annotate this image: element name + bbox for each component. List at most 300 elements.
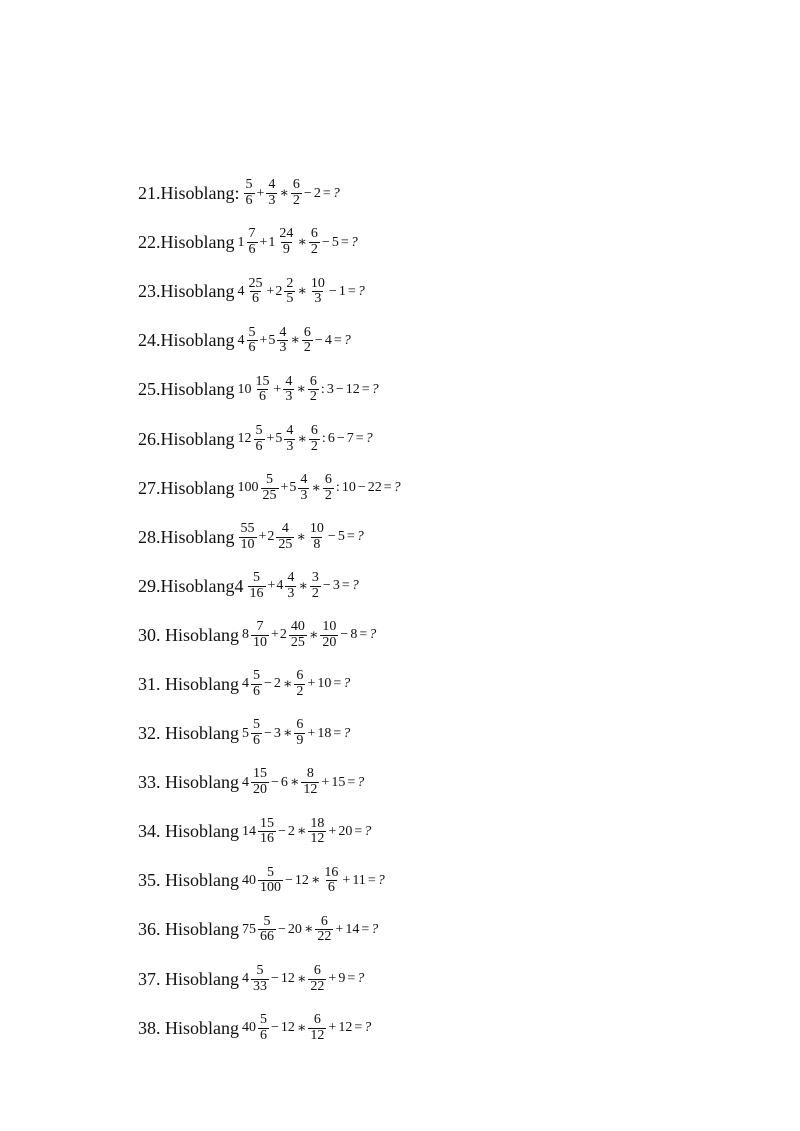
problem-instruction: Hisoblang <box>160 330 235 351</box>
denominator: 66 <box>260 929 274 945</box>
numerator: 4 <box>300 471 308 487</box>
fraction-stack <box>276 522 294 552</box>
question-mark: ? <box>371 381 379 397</box>
whole-part: 100 <box>237 480 259 496</box>
whole-part: 8 <box>242 627 249 643</box>
problem-item <box>138 365 778 414</box>
mixed-number <box>238 227 259 257</box>
operator: + <box>273 381 282 397</box>
question-mark: ? <box>343 725 351 741</box>
numerator: 6 <box>320 913 328 929</box>
fraction-stack <box>251 767 269 797</box>
fraction-stack <box>298 473 309 503</box>
fraction-stack <box>308 522 326 552</box>
numerator: 6 <box>292 177 300 193</box>
fraction <box>307 522 327 552</box>
denominator: 8 <box>313 536 321 552</box>
operator: = <box>361 921 370 937</box>
operator: = <box>333 725 342 741</box>
denominator: 6 <box>248 242 256 258</box>
operator: : <box>321 431 326 447</box>
problem-instruction: Hisoblang <box>160 968 239 989</box>
number: 20 <box>287 921 302 937</box>
numerator: 3 <box>311 570 319 586</box>
numerator: 6 <box>313 962 321 978</box>
denominator: 3 <box>268 193 276 209</box>
operator: = <box>340 234 349 250</box>
numerator: 40 <box>290 619 305 635</box>
mixed-number <box>238 375 273 405</box>
problem-item <box>138 611 778 660</box>
whole-part: 14 <box>242 823 256 839</box>
operator: + <box>307 725 316 741</box>
problem-label <box>138 379 235 400</box>
mixed-number <box>276 571 297 601</box>
math-expression <box>238 522 364 552</box>
numerator: 4 <box>287 570 295 586</box>
operator: + <box>321 774 330 790</box>
number: 14 <box>345 921 360 937</box>
fraction-stack <box>266 178 277 208</box>
denominator: 22 <box>317 929 332 945</box>
mixed-number <box>242 1013 270 1043</box>
fraction-stack <box>308 964 326 994</box>
fraction-stack <box>277 326 288 356</box>
mixed-number <box>238 326 259 356</box>
numerator: 4 <box>268 177 276 193</box>
problem-item <box>138 464 778 513</box>
denominator: 6 <box>327 880 335 896</box>
numerator: 5 <box>260 1011 267 1027</box>
fraction-stack <box>251 620 269 650</box>
fraction <box>307 964 327 994</box>
fraction-stack <box>309 424 320 454</box>
problem-list <box>138 169 778 1053</box>
mixed-number <box>238 473 280 503</box>
math-expression <box>243 178 340 208</box>
fraction <box>307 375 320 405</box>
fraction-stack <box>244 178 255 208</box>
problem-instruction: Hisoblang <box>160 477 235 498</box>
whole-part: 5 <box>242 725 249 741</box>
math-expression <box>238 227 358 257</box>
problem-label <box>138 969 239 990</box>
number: 1 <box>338 283 346 299</box>
operator: − <box>278 823 286 839</box>
fraction-stack <box>247 277 265 307</box>
number: 22 <box>367 480 382 496</box>
problem-instruction: Hisoblang <box>160 281 235 302</box>
fraction-stack <box>251 718 262 748</box>
fraction-stack <box>258 817 276 847</box>
problem-instruction: Hisoblang <box>160 526 235 547</box>
denominator: 3 <box>286 438 294 454</box>
mixed-number <box>268 227 296 257</box>
operator: ∗ <box>296 382 306 398</box>
denominator: 6 <box>259 389 266 405</box>
numerator: 10 <box>310 275 325 291</box>
question-mark: ? <box>393 480 401 496</box>
mixed-number <box>267 522 295 552</box>
operator: − <box>271 774 279 790</box>
operator: = <box>367 872 376 888</box>
fraction-stack <box>291 178 302 208</box>
whole-part: 4 <box>242 971 249 987</box>
denominator: 3 <box>314 291 322 307</box>
problem-number: 38. <box>138 1017 161 1038</box>
question-mark: ? <box>364 823 372 839</box>
problem-label <box>138 723 239 744</box>
fraction-stack <box>261 473 279 503</box>
problem-label <box>138 330 235 351</box>
operator: ∗ <box>279 186 289 202</box>
numerator: 2 <box>286 275 294 291</box>
mixed-number <box>275 424 296 454</box>
operator: + <box>259 234 268 250</box>
problem-item <box>138 905 778 954</box>
mixed-number <box>242 620 270 650</box>
numerator: 7 <box>248 226 256 242</box>
fraction-stack <box>289 620 307 650</box>
fraction-stack <box>323 473 334 503</box>
fraction <box>282 375 295 405</box>
number: 5 <box>331 234 339 250</box>
operator: − <box>321 234 330 250</box>
denominator: 6 <box>253 733 260 749</box>
question-mark: ? <box>357 774 365 790</box>
denominator: 16 <box>249 585 264 601</box>
operator: ∗ <box>311 480 321 496</box>
operator: − <box>340 627 349 643</box>
whole-part: 4 <box>242 774 249 790</box>
problem-number: 30. <box>138 624 161 645</box>
denominator: 6 <box>253 683 260 699</box>
fraction-stack <box>302 326 313 356</box>
operator: = <box>347 971 356 987</box>
mixed-number <box>242 964 270 994</box>
denominator: 2 <box>324 487 332 503</box>
question-mark: ? <box>351 578 359 594</box>
problem-label <box>138 674 239 695</box>
numerator: 6 <box>309 373 317 389</box>
fraction-stack <box>254 424 265 454</box>
fraction-stack <box>251 964 269 994</box>
fraction-stack <box>308 375 319 405</box>
fraction <box>307 1013 327 1043</box>
problem-instruction: Hisoblang: <box>160 183 240 204</box>
numerator: 4 <box>281 521 289 537</box>
problem-label <box>138 919 239 940</box>
fraction <box>265 178 278 208</box>
math-expression <box>242 767 364 797</box>
denominator: 25 <box>278 536 293 552</box>
denominator: 20 <box>253 782 267 798</box>
fraction-stack <box>309 227 320 257</box>
fraction-stack <box>258 1013 269 1043</box>
numerator: 5 <box>267 864 274 880</box>
problem-item <box>138 316 778 365</box>
operator: = <box>354 1020 363 1036</box>
fraction-stack <box>294 669 305 699</box>
number: 10 <box>341 480 356 496</box>
fraction-stack <box>239 522 257 552</box>
denominator: 25 <box>290 634 305 650</box>
problem-instruction: Hisoblang <box>160 870 239 891</box>
operator: + <box>328 971 337 987</box>
operator: = <box>333 332 342 348</box>
whole-part: 2 <box>267 529 275 545</box>
whole-part: 4 <box>237 283 245 299</box>
problem-number: 35. <box>138 870 161 891</box>
fraction <box>308 424 321 454</box>
operator: ∗ <box>297 431 307 447</box>
denominator: 33 <box>253 978 267 994</box>
fraction <box>238 522 258 552</box>
operator: ∗ <box>296 529 306 545</box>
denominator: 2 <box>310 438 318 454</box>
numerator: 5 <box>256 962 264 978</box>
problem-item <box>138 856 778 905</box>
fraction-stack <box>247 326 258 356</box>
operator: ∗ <box>298 578 308 594</box>
problem-label <box>138 281 235 302</box>
operator: + <box>335 921 344 937</box>
number: 2 <box>273 676 281 692</box>
fraction-stack <box>308 817 326 847</box>
mixed-number <box>242 718 263 748</box>
denominator: 6 <box>248 340 256 356</box>
operator: − <box>264 676 272 692</box>
numerator: 5 <box>248 324 256 340</box>
operator: + <box>259 332 268 348</box>
problem-item <box>138 758 778 807</box>
problem-item <box>138 709 778 758</box>
mixed-number <box>242 817 277 847</box>
fraction-stack <box>258 915 276 945</box>
fraction-stack <box>283 375 294 405</box>
denominator: 12 <box>310 831 325 847</box>
fraction <box>321 866 341 896</box>
number: 8 <box>350 627 358 643</box>
problem-item <box>138 807 778 856</box>
operator: − <box>303 185 312 201</box>
denominator: 9 <box>282 242 290 258</box>
problem-number: 33. <box>138 772 161 793</box>
question-mark: ? <box>332 185 340 201</box>
problem-number: 27. <box>138 477 161 498</box>
number: 2 <box>287 823 295 839</box>
numerator: 6 <box>296 668 304 684</box>
problem-instruction: Hisoblang <box>160 919 239 940</box>
fraction <box>243 178 256 208</box>
operator: + <box>328 823 337 839</box>
numerator: 5 <box>253 668 260 684</box>
numerator: 4 <box>286 422 294 438</box>
denominator: 9 <box>296 733 304 749</box>
number: 7 <box>346 431 354 447</box>
problem-number: 34. <box>138 821 161 842</box>
numerator: 5 <box>255 422 263 438</box>
problem-item <box>138 218 778 267</box>
operator: = <box>322 185 331 201</box>
mixed-number <box>268 326 289 356</box>
denominator: 10 <box>253 634 267 650</box>
math-expression <box>242 817 371 847</box>
denominator: 2 <box>292 193 300 209</box>
math-expression <box>242 866 385 896</box>
operator: : <box>320 381 325 397</box>
mixed-number <box>238 424 266 454</box>
whole-part: 10 <box>237 381 252 397</box>
denominator: 22 <box>310 978 325 994</box>
whole-part: 12 <box>237 431 252 447</box>
denominator: 6 <box>252 291 259 307</box>
fraction-stack <box>320 620 338 650</box>
denominator: 6 <box>245 193 253 209</box>
operator: ∗ <box>289 775 300 791</box>
operator: + <box>328 1020 337 1036</box>
number: 3 <box>326 381 334 397</box>
math-expression <box>238 326 351 356</box>
question-mark: ? <box>377 872 385 888</box>
denominator: 3 <box>285 389 293 405</box>
number: 6 <box>280 774 288 790</box>
denominator: 20 <box>322 634 337 650</box>
problem-item <box>138 414 778 463</box>
number: 20 <box>338 823 353 839</box>
problem-instruction: Hisoblang <box>160 379 235 400</box>
fraction-stack <box>254 375 272 405</box>
operator: = <box>359 627 368 643</box>
problem-label <box>138 625 239 646</box>
operator: = <box>347 774 356 790</box>
math-expression <box>238 424 373 454</box>
denominator: 3 <box>287 585 295 601</box>
problem-instruction: Hisoblang <box>160 723 239 744</box>
problem-instruction: Hisoblang <box>160 821 239 842</box>
whole-part: 5 <box>268 332 276 348</box>
problem-number: 37. <box>138 968 161 989</box>
problem-number: 36. <box>138 919 161 940</box>
problem-instruction: Hisoblang <box>160 428 235 449</box>
number: 11 <box>352 872 366 888</box>
problem-number: 22. <box>138 232 161 253</box>
whole-part: 4 <box>276 578 284 594</box>
numerator: 15 <box>253 766 267 782</box>
fraction <box>309 571 322 601</box>
math-expression <box>238 277 365 307</box>
numerator: 6 <box>310 422 318 438</box>
operator: ∗ <box>297 284 307 300</box>
operator: = <box>354 823 363 839</box>
number: 12 <box>280 971 295 987</box>
numerator: 24 <box>279 226 294 242</box>
operator: ∗ <box>297 235 307 251</box>
problem-item <box>138 955 778 1004</box>
problem-number: 21. <box>138 183 161 204</box>
question-mark: ? <box>350 234 358 250</box>
fraction-stack <box>301 767 319 797</box>
operator: − <box>271 1020 279 1036</box>
operator: = <box>333 676 342 692</box>
operator: + <box>266 431 275 447</box>
fraction-stack <box>284 277 295 307</box>
operator: − <box>271 971 279 987</box>
denominator: 3 <box>279 340 287 356</box>
problem-instruction: Hisoblang <box>160 1017 239 1038</box>
operator: + <box>307 676 316 692</box>
problem-item <box>138 660 778 709</box>
whole-part: 5 <box>289 480 297 496</box>
question-mark: ? <box>365 431 373 447</box>
denominator: 12 <box>310 1027 325 1043</box>
problem-instruction: Hisoblang <box>160 232 235 253</box>
number: 3 <box>273 725 281 741</box>
number: 12 <box>345 381 360 397</box>
operator: − <box>335 381 344 397</box>
fraction <box>290 178 303 208</box>
math-expression <box>238 473 401 503</box>
operator: = <box>346 529 355 545</box>
numerator: 4 <box>279 324 287 340</box>
operator: + <box>258 529 267 545</box>
operator: = <box>361 381 370 397</box>
operator: + <box>342 872 351 888</box>
fraction-stack <box>310 571 321 601</box>
problem-number: 31. <box>138 673 161 694</box>
operator: ∗ <box>308 627 319 643</box>
fraction <box>301 326 314 356</box>
math-expression <box>242 620 376 650</box>
question-mark: ? <box>343 332 351 348</box>
operator: = <box>347 283 356 299</box>
fraction-stack <box>277 227 295 257</box>
problem-instruction: Hisoblang <box>160 673 239 694</box>
denominator: 10 <box>240 536 255 552</box>
question-mark: ? <box>356 529 364 545</box>
denominator: 25 <box>262 487 277 503</box>
numerator: 4 <box>285 373 293 389</box>
numerator: 10 <box>309 521 324 537</box>
question-mark: ? <box>357 971 365 987</box>
mixed-number <box>289 473 310 503</box>
mixed-number <box>242 767 270 797</box>
fraction-stack <box>258 866 283 896</box>
problem-label <box>138 821 239 842</box>
numerator: 8 <box>306 766 314 782</box>
numerator: 16 <box>324 864 339 880</box>
denominator: 6 <box>255 438 263 454</box>
fraction-stack <box>308 1013 326 1043</box>
mixed-number <box>275 277 296 307</box>
question-mark: ? <box>343 676 351 692</box>
operator: ∗ <box>290 333 300 349</box>
fraction-stack <box>284 424 295 454</box>
question-mark: ? <box>357 283 365 299</box>
numerator: 10 <box>322 619 337 635</box>
operator: − <box>357 480 366 496</box>
numerator: 25 <box>248 275 263 291</box>
problem-label <box>138 429 235 450</box>
operator: ∗ <box>282 676 293 692</box>
whole-part: 2 <box>275 283 283 299</box>
denominator: 2 <box>296 683 304 699</box>
whole-part: 1 <box>237 234 245 250</box>
number: 18 <box>317 725 332 741</box>
math-expression <box>242 915 378 945</box>
math-expression <box>238 375 379 405</box>
problem-number: 26. <box>138 428 161 449</box>
